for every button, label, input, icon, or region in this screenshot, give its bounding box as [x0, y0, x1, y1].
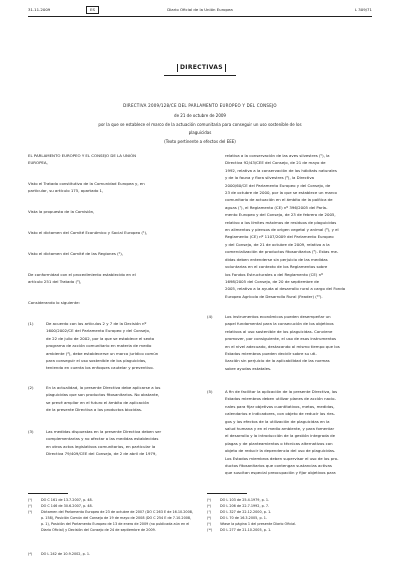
footnote-rule-left: [28, 493, 68, 494]
recital-number: (1): [28, 321, 34, 326]
enacting-authority: EL PARLAMENTO EUROPEO Y EL CONSEJO DE LA UNIÓN EUROPEA,: [28, 153, 137, 166]
header-date: 31.11.2009: [28, 7, 51, 12]
right-column: [207, 0, 372, 566]
recital-number: (5): [207, 389, 213, 394]
subject-line-1: por la que se establece el marco de la actuación comunitaria para conseguir un uso sostenible de los: [98, 122, 302, 127]
citation-procedure: De conformidad con el procedimiento establecido en el artículo 251 del Tratado (³),: [28, 272, 136, 285]
directive-title: DIRECTIVA 2009/128/CE DEL PARLAMENTO EUROPEO Y DEL CONSEJO: [123, 103, 277, 108]
recital-text: En la actualidad, la presente Directiva debe aplicarse a los plaguicidas que son productos fitosanitarios. No obstante, se prevé ampliar en el futuro el ámbito de aplicación de la presente Directiva a los productos biocidas.: [46, 385, 161, 413]
footnotes-left: (¹) DO C 161 de 13.7.2007, p. 48. (²) DO C 146 de 30.6.2007, p. 48. (³) Dictamen del Parlamento Europeo de 23 de octubre de 2007 (DO C 263 E de 16.10.2008, p. 158), Posición Común del Consejo de 19 de mayo de 2008 (DO C 254 E de 7.10.2008, p. 1), Posición del Parlamento Europeo de 13 de enero de 2009 (no publicada aún en el Diario Oficial) y Decisión del Consejo de 24 de septiembre de 2009. (⁴) DO L 242 de 10.9.2002, p. 1.: [28, 498, 193, 556]
section-heading: DIRECTIVAS: [177, 64, 226, 72]
citation-treaty: Visto el Tratado constitutivo de la Comunidad Europea y, en particular, su artículo 175, apartado 1,: [28, 181, 145, 194]
recital-text: Los instrumentos económicos pueden desempeñar un papel fundamental para la consecución de los objetivos relativos al uso sostenible de los plaguicidas. Conviene promover, por consiguiente, el uso de esos instrumentos en el nivel adecuado, destacando al mismo tiempo que los Estados miembros pueden decidir sobre su uti- lización sin perjuicio de la aplicabilidad de las normas sobre ayudas estatales.: [225, 314, 340, 371]
journal-name: Diario Oficial de la Unión Europea: [167, 7, 233, 12]
recital-number: (2): [28, 385, 34, 390]
footnotes-right: (⁵) DO L 103 de 25.4.1979, p. 1. (⁶) DO L 206 de 22.7.1992, p. 7. (⁷) DO L 327 de 22.12.2000, p. 1. (⁸) DO L 70 de 16.3.2005, p. 1. (⁹) Véase la página 1 del presente Diario Oficial. (¹⁰) DO L 277 de 21.10.2005, p. 1.: [207, 498, 297, 532]
eea-note: (Texto pertinente a efectos del EEE): [164, 139, 236, 144]
recital-number: (3): [28, 429, 34, 434]
recitals-intro: Considerando lo siguiente:: [28, 300, 80, 305]
citation-proposal: Vista la propuesta de la Comisión,: [28, 209, 95, 214]
subject-line-2: plaguicidas: [188, 130, 212, 135]
language-badge: ES: [86, 6, 99, 14]
recital-text: Las medidas dispuestas en la presente Directiva deben ser complementarias y no afectar a las medidas establecidas en otros actos legislativos comunitarios, en particular la Directiva 79/409/CEE del Consejo, de 2 de abril de 1979,: [46, 429, 162, 457]
recital-text: De acuerdo con los artículos 2 y 7 de la Decisión nº 1600/2002/CE del Parlamento Europeo y del Consejo, de 22 de julio de 2002, por la que se establece el sexto programa de acción comunitario en materia de medio ambiente (⁴), debe establecerse un marco jurídico común para conseguir el uso sostenible de los plaguicidas, teniendo en cuenta los enfoques cautelar y preventivo.: [46, 321, 159, 371]
page-reference: L 309/71: [354, 7, 372, 12]
footnote-rule-right: [207, 493, 247, 494]
recital-text: A fin de facilitar la aplicación de la presente Directiva, los Estados miembros deben utilizar planes de acción nacio- nales para fijar objetivos cuantitativos, metas, medidas, calendarios e indicadores, con objeto de reducir los ries- gos y los efectos de la utilización de plaguicidas en la salud humana y en el medio ambiente, y para fomentar el desarrollo y la introducción de la gestión integrada de plagas y de planteamientos o técnicas alternativos con objeto de reducir la dependencia del uso de plaguicidas. Los Estados miembros deben supervisar el uso de los pro- ductos fitosanitarios que contengan sustancias activas que suscitan especial preocupación y fijar objetivos para: [225, 389, 339, 476]
left-column: [28, 0, 193, 566]
recital-number: (4): [207, 314, 213, 319]
citation-regions: Visto el dictamen del Comité de las Regiones (²),: [28, 251, 123, 256]
recital-3-continuation: relativa a la conservación de las aves silvestres (⁵), la Directiva 92/43/CEE del Consejo, de 21 de mayo de 1992, relativa a la conservación de los hábitats naturales y de la fauna y flora silvestres (⁶), la Directiva 2000/60/CE del Parlamento Europeo y del Consejo, de 23 de octubre de 2000, por la que se establece un marco comunitario de actuación en el ámbito de la política de aguas (⁷), el Reglamento (CE) nº 396/2005 del Parla- mento Europeo y del Consejo, de 23 de febrero de 2005, relativo a los límites máximos de residuos de plaguicidas en alimentos y piensos de origen vegetal y animal (⁸), y el Reglamento (CE) nº 1107/2009 del Parlamento Europeo y del Consejo, de 21 de octubre de 2009, relativo a la comercialización de productos fitosanitarios (⁹). Estas me- didas deben entenderse sin perjuicio de las medidas voluntarias en el contexto de los Reglamentos sobre los Fondos Estructurales o del Reglamento (CE) nº 1698/2005 del Consejo, de 20 de septiembre de 2005, relativo a la ayuda al desarrollo rural a cargo del Fondo Europeo Agrícola de Desarrollo Rural (Feader) (¹⁰).: [225, 153, 346, 299]
directive-date: de 21 de octubre de 2009: [174, 113, 226, 118]
citation-ecosoc: Visto el dictamen del Comité Económico y Social Europeo (¹),: [28, 230, 148, 235]
